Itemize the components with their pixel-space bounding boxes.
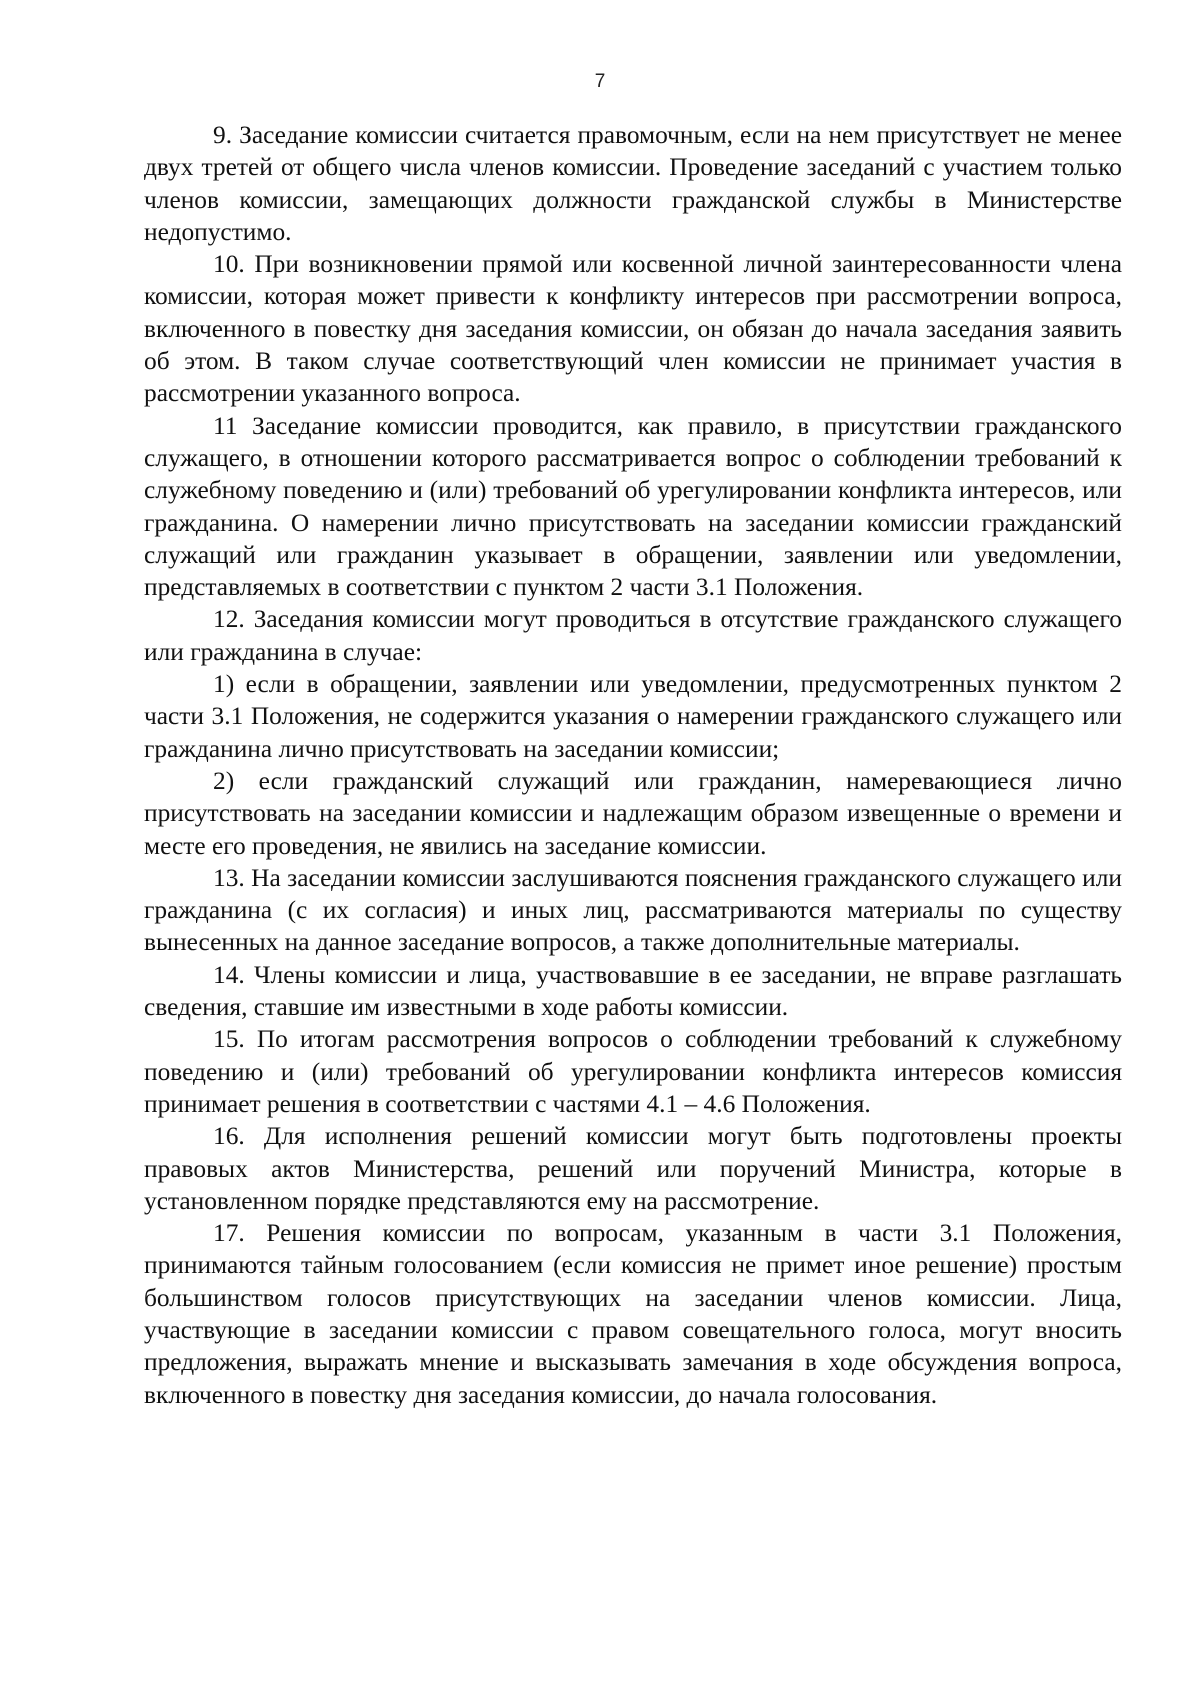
- paragraph-12-item-1: 1) если в обращении, заявлении или уведомлении, предусмотренных пунктом 2 части 3.1 Положения, не содержится указания о намерении гражданского служащего или гражданина лично присутствовать на заседании комиссии;: [144, 670, 1122, 763]
- page-number: 7: [594, 71, 606, 92]
- paragraph-12-item-2: 2) если гражданский служащий или гражданин, намеревающиеся лично присутствовать на заседании комиссии и надлежащим образом извещенные о времени и месте его проведения, не явились на заседание комиссии.: [144, 766, 1122, 860]
- paragraph-15: 15. По итогам рассмотрения вопросов о соблюдении требований к служебному поведению и (или) требований об урегулировании конфликта интересов комиссия принимает решения в соответствии с частями 4.1 – 4.6 Положения.: [144, 1025, 1122, 1118]
- paragraph-9: 9. Заседание комиссии считается правомочным, если на нем присутствует не менее двух третей от общего числа членов комиссии. Проведение заседаний с участием только членов комиссии, замещающих должности гражданской службы в Министерстве недопустимо.: [144, 121, 1122, 246]
- paragraph-17: 17. Решения комиссии по вопросам, указанным в части 3.1 Положения, принимаются тайным голосованием (если комиссия не примет иное решение) простым большинством голосов присутствующих на заседании членов комиссии. Лица, участвующие в заседании комиссии с правом совещательного голоса, могут вносить предложения, выражать мнение и высказывать замечания в ходе обсуждения вопроса, включенного в повестку дня заседания комиссии, до начала голосования.: [144, 1219, 1122, 1409]
- paragraph-10: 10. При возникновении прямой или косвенной личной заинтересованности члена комиссии, которая может привести к конфликту интересов при рассмотрении вопроса, включенного в повестку дня заседания комиссии, он обязан до начала заседания заявить об этом. В таком случае соответствующий член комиссии не принимает участия в рассмотрении указанного вопроса.: [144, 250, 1122, 408]
- paragraph-16: 16. Для исполнения решений комиссии могут быть подготовлены проекты правовых актов Министерства, решений или поручений Министра, которые в установленном порядке представляются ему на рассмотрение.: [144, 1122, 1122, 1215]
- paragraph-14: 14. Члены комиссии и лица, участвовавшие в ее заседании, не вправе разглашать сведения, ставшие им известными в ходе работы комиссии.: [144, 960, 1122, 1022]
- document-body: [144, 119, 1122, 1411]
- paragraph-11: 11 Заседание комиссии проводится, как правило, в присутствии гражданского служащего, в отношении которого рассматривается вопрос о соблюдении требований к служебному поведению и (или) требований об урегулировании конфликта интересов, или гражданина. О намерении лично присутствовать на заседании комиссии гражданский служащий или гражданин указывает в обращении, заявлении или уведомлении, представляемых в соответствии с пунктом 2 части 3.1 Положения.: [144, 411, 1122, 602]
- paragraph-12: 12. Заседания комиссии могут проводиться в отсутствие гражданского служащего или гражданина в случае:: [144, 605, 1122, 666]
- paragraph-13: 13. На заседании комиссии заслушиваются пояснения гражданского служащего или гражданина (с их согласия) и иных лиц, рассматриваются материалы по существу вынесенных на данное заседание вопросов, а также дополнительные материалы.: [144, 863, 1122, 957]
